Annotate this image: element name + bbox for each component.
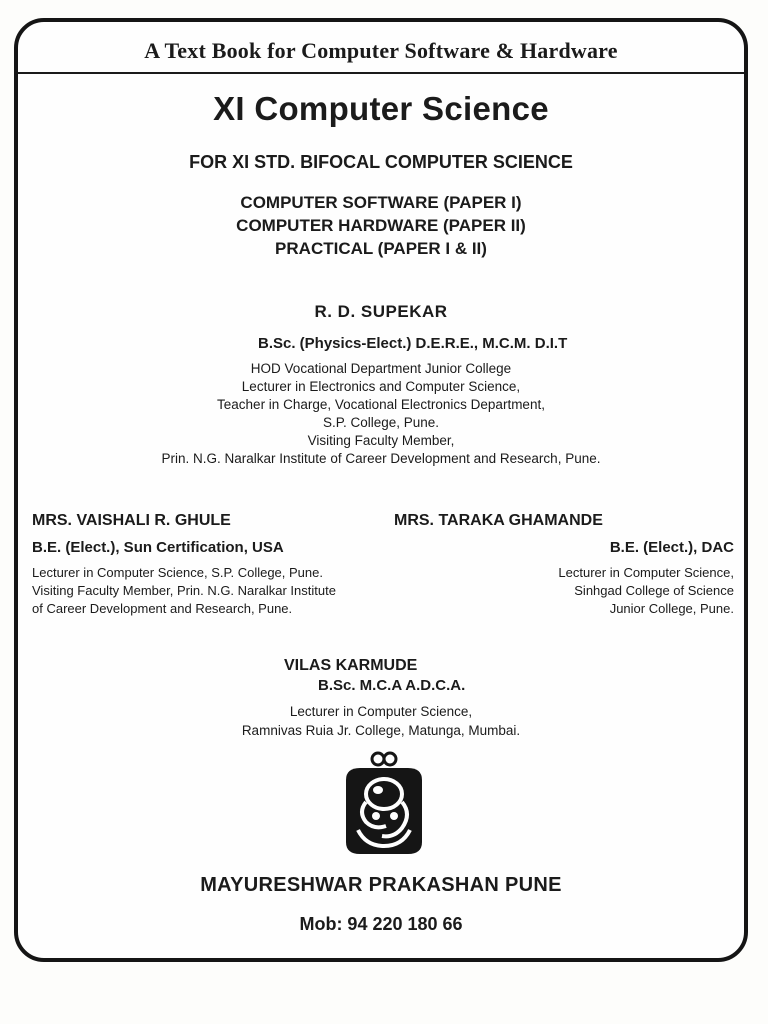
third-author-name: VILAS KARMUDE	[284, 657, 418, 674]
third-author-role: Ramnivas Ruia Jr. College, Matunga, Mumbai.	[241, 723, 521, 738]
coauthor-name: MRS. TARAKA GHAMANDE	[394, 512, 603, 529]
publisher-mobile: Mob: 94 220 180 66	[299, 914, 463, 934]
ganesha-logo-icon	[336, 750, 432, 860]
paper-line: COMPUTER HARDWARE (PAPER II)	[236, 216, 526, 235]
third-author-qualifications: B.Sc. M.C.A A.D.C.A.	[318, 677, 466, 694]
main-author-role: Teacher in Charge, Vocational Electronics Department,	[217, 397, 545, 412]
book-title: XI Computer Science	[213, 90, 549, 127]
main-author-role: Visiting Faculty Member,	[307, 433, 455, 448]
coauthor-role: Visiting Faculty Member, Prin. N.G. Naralkar Institute	[32, 583, 336, 598]
main-author-role: Lecturer in Electronics and Computer Science,	[241, 379, 521, 394]
coauthor-qualifications: B.E. (Elect.), DAC	[609, 539, 734, 556]
coauthor-roles	[374, 564, 734, 618]
main-author-role: Prin. N.G. Naralkar Institute of Career Development and Research, Pune.	[161, 451, 601, 466]
series-title: A Text Book for Computer Software & Hardware	[144, 38, 618, 63]
main-author-qualifications: B.Sc. (Physics-Elect.) D.E.R.E., M.C.M. D.I.T	[258, 335, 568, 352]
coauthor-block-right	[374, 512, 734, 618]
coauthor-qualifications: B.E. (Elect.), Sun Certification, USA	[32, 539, 284, 556]
coauthor-block-left	[32, 512, 432, 618]
title-page-frame	[14, 18, 748, 962]
coauthor-role: Junior College, Pune.	[609, 601, 734, 616]
coauthor-role: Sinhgad College of Science	[574, 583, 734, 598]
main-author-role: S.P. College, Pune.	[322, 415, 440, 430]
paper-line: PRACTICAL (PAPER I & II)	[275, 239, 487, 258]
coauthor-roles	[32, 564, 432, 618]
coauthor-role: of Career Development and Research, Pune.	[32, 601, 293, 616]
coauthor-role: Lecturer in Computer Science, S.P. College, Pune.	[32, 565, 323, 580]
third-author-role: Lecturer in Computer Science,	[289, 704, 473, 719]
header-band	[18, 22, 744, 74]
coauthor-name: MRS. VAISHALI R. GHULE	[32, 512, 231, 529]
paper-line: COMPUTER SOFTWARE (PAPER I)	[240, 193, 522, 212]
publisher-name: MAYURESHWAR PRAKASHAN PUNE	[200, 874, 562, 896]
main-author-name: R. D. SUPEKAR	[314, 302, 448, 321]
main-author-role: HOD Vocational Department Junior College	[250, 361, 512, 376]
coauthor-role: Lecturer in Computer Science,	[558, 565, 734, 580]
book-subtitle: FOR XI STD. BIFOCAL COMPUTER SCIENCE	[189, 152, 573, 172]
